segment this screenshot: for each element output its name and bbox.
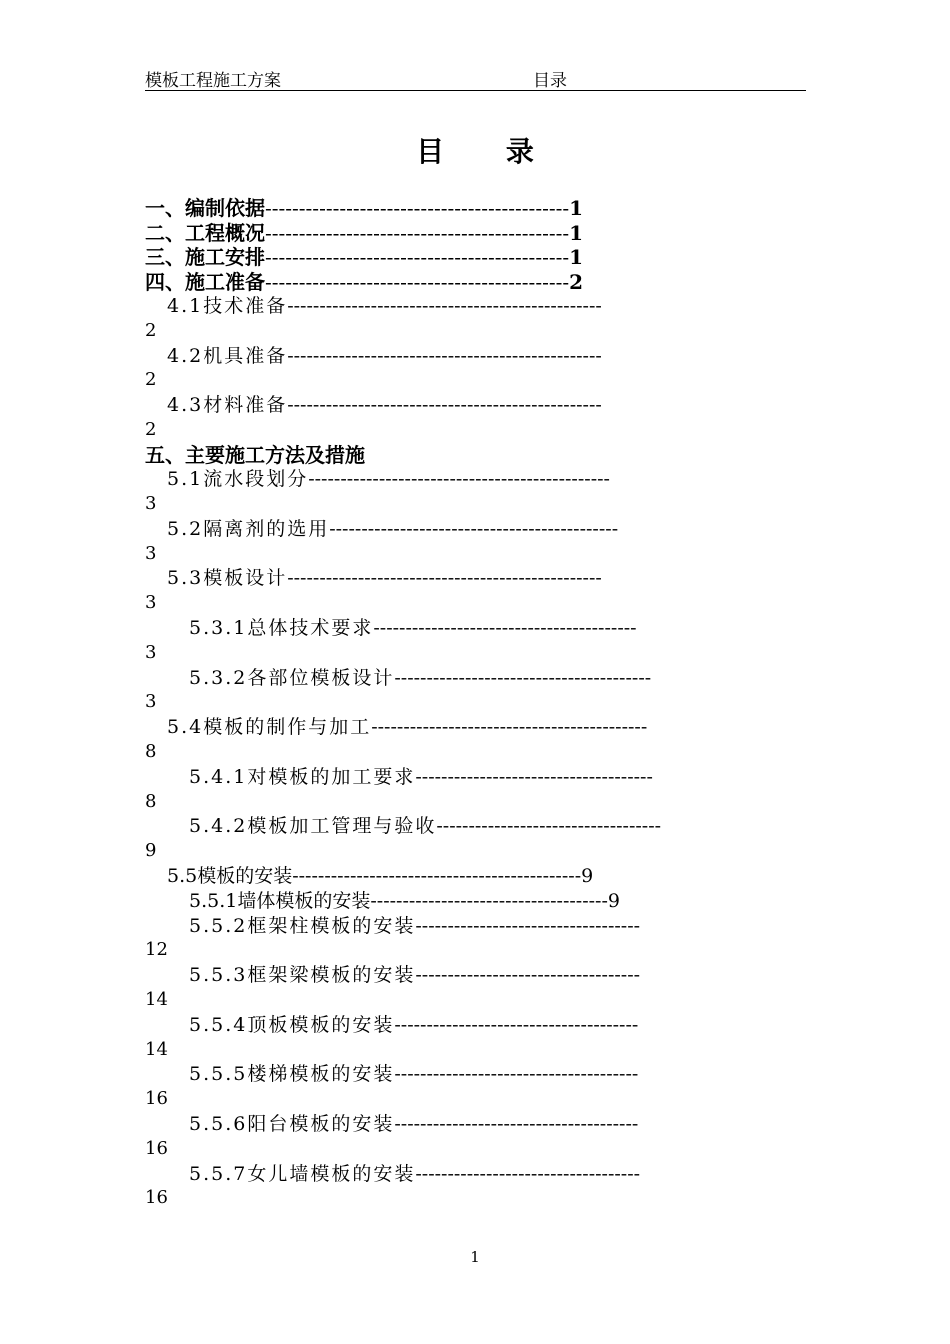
toc-leader: ---------------------------------------- <box>394 666 652 689</box>
toc-entry[interactable] <box>145 517 806 567</box>
page-number-footer: 1 <box>470 1248 480 1266</box>
toc-entry[interactable] <box>145 270 806 295</box>
toc-entry[interactable] <box>145 294 806 344</box>
toc-entry-text: 5.5.1墙体模板的安装 <box>189 889 371 912</box>
toc-entry-text: 5.5模板的安装 <box>167 865 293 888</box>
toc-page-number: 3 <box>145 542 157 564</box>
toc-entry[interactable] <box>145 616 806 666</box>
toc-page-number: 1 <box>569 220 584 245</box>
toc-entry-text: 4.2机具准备 <box>167 344 288 367</box>
toc-entry[interactable] <box>145 715 806 765</box>
toc-page-number: 9 <box>607 889 620 912</box>
toc-entry[interactable] <box>145 196 806 221</box>
toc-page-number: 12 <box>145 939 168 961</box>
toc-entry[interactable] <box>145 814 806 864</box>
toc-leader: ----------------------------------------------- <box>308 468 610 491</box>
header-document-title: 模板工程施工方案 <box>145 71 281 91</box>
toc-leader: ------------------------------------------- <box>371 716 648 739</box>
toc-entry[interactable] <box>145 914 806 964</box>
toc-entry-text: 四、施工准备 <box>145 269 265 294</box>
toc-leader: --------------------------------------------- <box>265 196 570 220</box>
toc-entry-text: 5.4.2模板加工管理与验收 <box>189 815 437 838</box>
toc-page-number: 2 <box>145 369 157 391</box>
toc-page-number: 3 <box>145 493 157 515</box>
toc-entry[interactable] <box>145 443 806 468</box>
toc-entry-text: 五、主要施工方法及措施 <box>145 442 365 467</box>
toc-entry-text: 5.5.5楼梯模板的安装 <box>189 1063 395 1086</box>
toc-entry[interactable] <box>145 393 806 443</box>
toc-entry-text: 5.3模板设计 <box>167 567 288 590</box>
toc-page-number: 9 <box>581 865 594 888</box>
toc-leader: -------------------------------------- <box>394 1063 639 1086</box>
toc-leader: ----------------------------------------- <box>373 617 637 640</box>
toc-page-number: 2 <box>145 418 157 440</box>
toc-entry[interactable] <box>145 864 806 889</box>
toc-page-number: 16 <box>145 1187 168 1209</box>
toc-entry[interactable] <box>145 666 806 716</box>
toc-entry[interactable] <box>145 1062 806 1112</box>
toc-leader: --------------------------------------------- <box>329 517 619 540</box>
toc-page-number: 9 <box>145 840 157 862</box>
header-section-name: 目录 <box>533 71 567 91</box>
toc-entry-text: 二、工程概况 <box>145 220 265 245</box>
toc-page-number: 16 <box>145 1137 168 1159</box>
toc-entry[interactable] <box>145 467 806 517</box>
toc-page-number: 16 <box>145 1088 168 1110</box>
table-of-contents <box>145 196 806 1211</box>
toc-entry-text: 5.5.3框架梁模板的安装 <box>189 964 416 987</box>
toc-entry-text: 三、施工安排 <box>145 245 265 269</box>
toc-leader: -------------------------------------- <box>394 1113 639 1135</box>
toc-leader: ------------------------------------------------- <box>287 567 602 590</box>
toc-entry-text: 5.1流水段划分 <box>167 468 309 491</box>
toc-title: 目 录 <box>416 135 560 168</box>
toc-leader: ----------------------------------- <box>436 815 662 838</box>
toc-leader: --------------------------------------------- <box>292 865 582 888</box>
toc-page-number: 3 <box>145 691 157 713</box>
toc-entry[interactable] <box>145 221 806 246</box>
toc-leader: -------------------------------------- <box>394 1013 639 1036</box>
toc-page-number: 14 <box>145 1038 168 1060</box>
toc-leader: ------------------------------------------------- <box>287 295 602 317</box>
toc-entry-text: 一、编制依据 <box>145 196 265 220</box>
toc-page-number: 8 <box>145 741 157 763</box>
toc-page-number: 8 <box>145 790 157 812</box>
toc-entry[interactable] <box>145 889 806 914</box>
toc-page-number: 3 <box>145 592 157 614</box>
toc-entry-text: 5.3.1总体技术要求 <box>189 617 374 640</box>
toc-leader: --------------------------------------------- <box>265 245 570 269</box>
toc-leader: ----------------------------------- <box>415 964 641 987</box>
toc-entry[interactable] <box>145 344 806 394</box>
toc-entry-text: 5.5.4顶板模板的安装 <box>189 1013 395 1036</box>
toc-page-number: 2 <box>569 269 584 294</box>
toc-entry[interactable] <box>145 1112 806 1162</box>
toc-page-number: 1 <box>569 196 584 220</box>
toc-entry-text: 5.3.2各部位模板设计 <box>189 666 395 689</box>
toc-entry[interactable] <box>145 245 806 270</box>
toc-entry[interactable] <box>145 1162 806 1212</box>
toc-leader: ------------------------------------------------- <box>287 344 602 367</box>
toc-entry-text: 4.3材料准备 <box>167 394 288 417</box>
toc-page-number: 1 <box>569 245 584 269</box>
toc-leader: ------------------------------------- <box>415 765 653 788</box>
toc-leader: ----------------------------------- <box>415 914 641 937</box>
toc-page-number: 14 <box>145 989 168 1011</box>
page-header <box>145 64 806 91</box>
toc-entry[interactable] <box>145 765 806 815</box>
toc-entry-text: 5.2隔离剂的选用 <box>167 517 330 540</box>
toc-leader: --------------------------------------------- <box>265 269 570 294</box>
toc-leader: ----------------------------------- <box>415 1162 641 1185</box>
toc-entry[interactable] <box>145 1013 806 1063</box>
toc-leader: ------------------------------------------------- <box>287 394 602 417</box>
toc-leader: ------------------------------------- <box>370 889 608 912</box>
toc-entry[interactable] <box>145 963 806 1013</box>
toc-entry-text: 5.5.6阳台模板的安装 <box>189 1113 395 1135</box>
toc-entry-text: 5.5.7女儿墙模板的安装 <box>189 1162 416 1185</box>
toc-page-number: 3 <box>145 641 157 663</box>
toc-entry-text: 4.1技术准备 <box>167 295 288 317</box>
toc-leader: --------------------------------------------- <box>265 220 570 245</box>
toc-entry-text: 5.4模板的制作与加工 <box>167 716 372 739</box>
toc-page-number: 2 <box>145 319 157 341</box>
toc-entry-text: 5.5.2框架柱模板的安装 <box>189 914 416 937</box>
toc-entry[interactable] <box>145 566 806 616</box>
toc-entry-text: 5.4.1对模板的加工要求 <box>189 765 416 788</box>
